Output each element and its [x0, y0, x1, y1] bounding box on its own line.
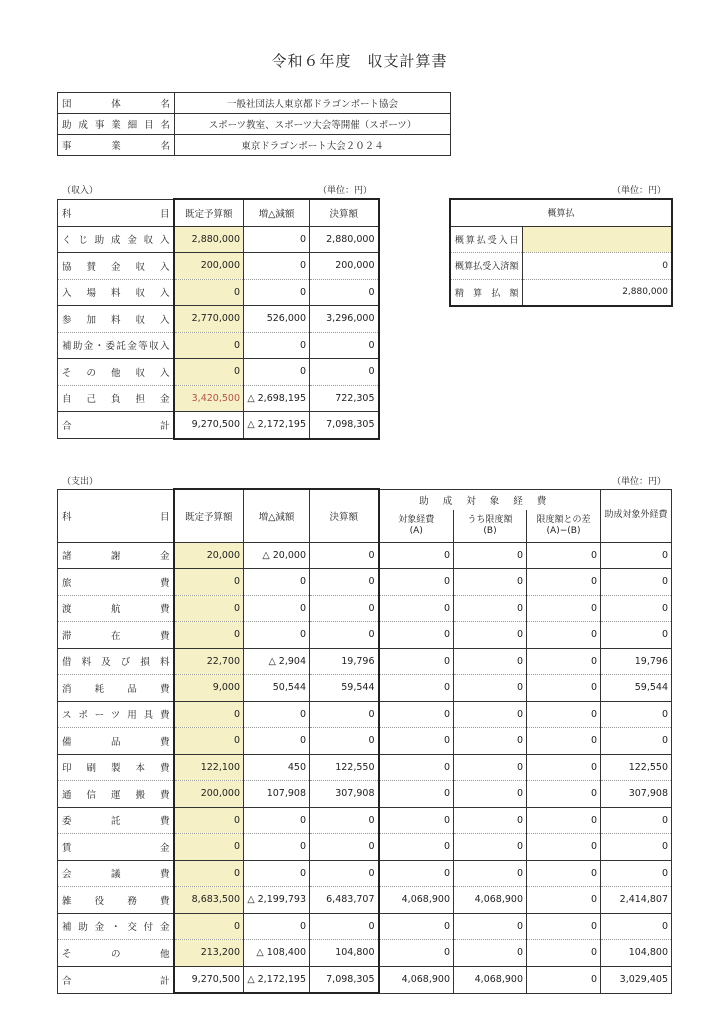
expense-budget: 0 — [174, 728, 244, 755]
expense-limit: 0 — [454, 542, 527, 569]
expense-change: 0 — [244, 913, 310, 940]
gaisan-table — [449, 198, 673, 307]
expense-item-name: 滞在費 — [58, 622, 174, 649]
income-header-row — [58, 199, 379, 226]
expense-diff: 0 — [527, 542, 601, 569]
income-settled: 0 — [310, 332, 379, 359]
info-label: 助成事業細目名 — [58, 114, 175, 135]
income-item-name: 自己負担金 — [58, 385, 174, 412]
expense-target: 0 — [379, 781, 454, 808]
expense-item-name: 旅費 — [58, 569, 174, 596]
income-header-budget: 既定予算額 — [174, 199, 244, 226]
income-header-item: 科目 — [58, 199, 174, 226]
expense-settled: 0 — [310, 701, 379, 728]
expense-budget: 0 — [174, 569, 244, 596]
expense-outside: 0 — [601, 595, 672, 622]
expense-row — [58, 807, 672, 834]
gaisan-header: 概算払 — [450, 199, 672, 226]
expense-change: 50,544 — [244, 675, 310, 702]
expense-row — [58, 569, 672, 596]
expense-row — [58, 781, 672, 808]
gaisan-header-row — [450, 199, 672, 226]
expense-item-name: スポーツ用具費 — [58, 701, 174, 728]
income-table — [57, 198, 380, 440]
income-budget: 2,880,000 — [174, 226, 244, 253]
expense-target: 0 — [379, 569, 454, 596]
income-budget: 0 — [174, 359, 244, 386]
income-change: 0 — [244, 359, 310, 386]
expense-outside: 0 — [601, 701, 672, 728]
income-change: △ 2,698,195 — [244, 385, 310, 412]
expense-item-name: その他 — [58, 940, 174, 967]
info-row — [58, 93, 451, 114]
income-row — [58, 306, 379, 333]
expense-budget: 0 — [174, 807, 244, 834]
expense-item-name: 補助金・交付金 — [58, 913, 174, 940]
expense-limit: 0 — [454, 595, 527, 622]
expense-target: 0 — [379, 542, 454, 569]
target-sub: (A) — [409, 525, 423, 536]
expense-target: 0 — [379, 807, 454, 834]
income-change: 0 — [244, 226, 310, 253]
expense-outside: 307,908 — [601, 781, 672, 808]
expense-unit: （単位：円） — [612, 477, 667, 487]
expense-item-name: 通信運搬費 — [58, 781, 174, 808]
expense-settled: 0 — [310, 569, 379, 596]
expense-outside: 59,544 — [601, 675, 672, 702]
expense-budget: 200,000 — [174, 781, 244, 808]
expense-outside: 0 — [601, 860, 672, 887]
expense-limit: 0 — [454, 675, 527, 702]
expense-limit: 0 — [454, 807, 527, 834]
expense-item-name: 雑役務費 — [58, 887, 174, 914]
income-row — [58, 385, 379, 412]
gaisan-value — [522, 226, 672, 253]
expense-target: 0 — [379, 701, 454, 728]
expense-change: 450 — [244, 754, 310, 781]
expense-header-target — [379, 510, 454, 543]
gaisan-label: 概算払受入日 — [450, 226, 522, 253]
expense-header-group: 助成対象経費 — [379, 489, 601, 510]
income-total-label: 合計 — [58, 412, 174, 439]
expense-row — [58, 622, 672, 649]
expense-budget: 20,000 — [174, 542, 244, 569]
expense-limit: 0 — [454, 860, 527, 887]
income-total-settled: 7,098,305 — [310, 412, 379, 439]
expense-change: 0 — [244, 569, 310, 596]
info-row — [58, 135, 451, 156]
expense-change: 0 — [244, 807, 310, 834]
income-budget: 3,420,500 — [174, 385, 244, 412]
expense-diff: 0 — [527, 913, 601, 940]
income-change: 526,000 — [244, 306, 310, 333]
income-total-budget: 9,270,500 — [174, 412, 244, 439]
expense-settled: 0 — [310, 622, 379, 649]
expense-item-name: 賃金 — [58, 834, 174, 861]
expense-limit: 0 — [454, 622, 527, 649]
expense-item-name: 委託費 — [58, 807, 174, 834]
expense-outside: 0 — [601, 807, 672, 834]
expense-row — [58, 675, 672, 702]
expense-budget: 22,700 — [174, 648, 244, 675]
income-settled: 722,305 — [310, 385, 379, 412]
income-header-settled: 決算額 — [310, 199, 379, 226]
expense-target: 0 — [379, 675, 454, 702]
income-unit: （単位：円） — [318, 186, 373, 196]
limit-label: うち限度額 — [467, 514, 513, 525]
expense-target: 0 — [379, 648, 454, 675]
gaisan-unit: （単位：円） — [612, 186, 667, 196]
income-item-name: くじ助成金収入 — [58, 226, 174, 253]
income-change: 0 — [244, 332, 310, 359]
income-budget: 0 — [174, 332, 244, 359]
expense-limit: 0 — [454, 913, 527, 940]
expense-change: 0 — [244, 728, 310, 755]
expense-budget: 213,200 — [174, 940, 244, 967]
income-total-change: △ 2,172,195 — [244, 412, 310, 439]
expense-outside: 0 — [601, 569, 672, 596]
expense-outside: 0 — [601, 834, 672, 861]
expense-outside: 0 — [601, 542, 672, 569]
expense-diff: 0 — [527, 860, 601, 887]
income-row — [58, 332, 379, 359]
income-settled: 2,880,000 — [310, 226, 379, 253]
expense-item-name: 印刷製本費 — [58, 754, 174, 781]
expense-total-settled: 7,098,305 — [310, 966, 379, 993]
expense-header-settled: 決算額 — [310, 489, 379, 542]
expense-total-diff: 0 — [527, 966, 601, 993]
expense-target: 4,068,900 — [379, 887, 454, 914]
expense-item-name: 諸謝金 — [58, 542, 174, 569]
expense-budget: 0 — [174, 860, 244, 887]
expense-target: 0 — [379, 913, 454, 940]
expense-header-row — [58, 489, 672, 510]
expense-limit: 0 — [454, 940, 527, 967]
expense-row — [58, 648, 672, 675]
expense-change: △ 108,400 — [244, 940, 310, 967]
expense-budget: 0 — [174, 701, 244, 728]
income-section-label: （収入） — [62, 186, 99, 196]
expense-budget: 0 — [174, 834, 244, 861]
expense-budget: 0 — [174, 913, 244, 940]
expense-diff: 0 — [527, 569, 601, 596]
expense-settled: 0 — [310, 542, 379, 569]
expense-budget: 0 — [174, 622, 244, 649]
income-header-change: 増△減額 — [244, 199, 310, 226]
expense-settled: 59,544 — [310, 675, 379, 702]
expense-outside: 2,414,807 — [601, 887, 672, 914]
expense-outside: 19,796 — [601, 648, 672, 675]
expense-settled: 0 — [310, 595, 379, 622]
expense-header-item: 科目 — [58, 489, 174, 542]
expense-change: 0 — [244, 595, 310, 622]
income-budget: 2,770,000 — [174, 306, 244, 333]
expense-change: 0 — [244, 701, 310, 728]
expense-settled: 19,796 — [310, 648, 379, 675]
income-row — [58, 279, 379, 306]
expense-diff: 0 — [527, 781, 601, 808]
expense-row — [58, 595, 672, 622]
expense-diff: 0 — [527, 728, 601, 755]
expense-change: △ 2,199,793 — [244, 887, 310, 914]
expense-change: 0 — [244, 834, 310, 861]
expense-header-change: 増△減額 — [244, 489, 310, 542]
expense-diff: 0 — [527, 807, 601, 834]
expense-settled: 0 — [310, 807, 379, 834]
expense-settled: 0 — [310, 860, 379, 887]
info-table — [57, 92, 451, 156]
info-value: スポーツ教室、スポーツ大会等開催（スポーツ） — [175, 114, 451, 135]
income-settled: 0 — [310, 279, 379, 306]
expense-outside: 0 — [601, 622, 672, 649]
expense-settled: 0 — [310, 834, 379, 861]
income-settled: 200,000 — [310, 253, 379, 280]
income-budget: 0 — [174, 279, 244, 306]
expense-row — [58, 913, 672, 940]
income-item-name: その他収入 — [58, 359, 174, 386]
info-value: 東京ドラゴンボート大会２０２４ — [175, 135, 451, 156]
expense-row — [58, 887, 672, 914]
expense-settled: 104,800 — [310, 940, 379, 967]
expense-diff: 0 — [527, 834, 601, 861]
expense-limit: 0 — [454, 754, 527, 781]
income-settled: 0 — [310, 359, 379, 386]
expense-total-budget: 9,270,500 — [174, 966, 244, 993]
expense-diff: 0 — [527, 754, 601, 781]
expense-target: 0 — [379, 595, 454, 622]
expense-header-limit — [454, 510, 527, 543]
expense-budget: 0 — [174, 595, 244, 622]
info-value: 一般社団法人東京都ドラゴンボート協会 — [175, 93, 451, 114]
expense-item-name: 渡航費 — [58, 595, 174, 622]
income-item-name: 入場料収入 — [58, 279, 174, 306]
gaisan-row — [450, 279, 672, 306]
expense-budget: 8,683,500 — [174, 887, 244, 914]
expense-settled: 0 — [310, 728, 379, 755]
expense-total-row — [58, 966, 672, 993]
page-title: 令和６年度 収支計算書 — [271, 52, 448, 70]
expense-diff: 0 — [527, 701, 601, 728]
expense-change: 107,908 — [244, 781, 310, 808]
expense-row — [58, 940, 672, 967]
income-row — [58, 226, 379, 253]
expense-section-label: （支出） — [62, 477, 99, 487]
expense-row — [58, 754, 672, 781]
expense-diff: 0 — [527, 675, 601, 702]
expense-total-label: 合計 — [58, 966, 174, 993]
expense-change: △ 2,904 — [244, 648, 310, 675]
expense-row — [58, 542, 672, 569]
income-item-name: 協賛金収入 — [58, 253, 174, 280]
expense-total-outside: 3,029,405 — [619, 974, 669, 985]
expense-limit: 0 — [454, 701, 527, 728]
expense-settled: 6,483,707 — [310, 887, 379, 914]
expense-row — [58, 834, 672, 861]
expense-target: 0 — [379, 754, 454, 781]
expense-limit: 0 — [454, 781, 527, 808]
income-budget: 200,000 — [174, 253, 244, 280]
expense-diff: 0 — [527, 622, 601, 649]
info-label: 事業名 — [58, 135, 175, 156]
expense-outside: 0 — [601, 728, 672, 755]
info-label: 団体名 — [58, 93, 175, 114]
expense-diff: 0 — [527, 887, 601, 914]
limit-sub: (B) — [483, 525, 497, 536]
expense-target: 0 — [379, 860, 454, 887]
expense-diff: 0 — [527, 648, 601, 675]
gaisan-value: 2,880,000 — [622, 287, 669, 298]
income-row — [58, 253, 379, 280]
expense-change: △ 20,000 — [244, 542, 310, 569]
expense-settled: 0 — [310, 913, 379, 940]
expense-total-change: △ 2,172,195 — [244, 966, 310, 993]
expense-change: 0 — [244, 860, 310, 887]
expense-limit: 4,068,900 — [454, 887, 527, 914]
expense-row — [58, 860, 672, 887]
target-label: 対象経費 — [398, 514, 435, 525]
expense-diff: 0 — [527, 595, 601, 622]
expense-target: 0 — [379, 728, 454, 755]
expense-table — [57, 488, 672, 994]
expense-target: 0 — [379, 834, 454, 861]
income-row — [58, 359, 379, 386]
expense-target: 0 — [379, 940, 454, 967]
income-item-name: 参加料収入 — [58, 306, 174, 333]
expense-settled: 122,550 — [310, 754, 379, 781]
income-total-row — [58, 412, 379, 439]
expense-item-name: 会議費 — [58, 860, 174, 887]
expense-budget: 122,100 — [174, 754, 244, 781]
expense-target: 0 — [379, 622, 454, 649]
gaisan-row — [450, 253, 672, 280]
expense-limit: 0 — [454, 648, 527, 675]
expense-settled: 307,908 — [310, 781, 379, 808]
income-change: 0 — [244, 253, 310, 280]
diff-label: 限度額との差 — [536, 514, 591, 525]
gaisan-row — [450, 226, 672, 253]
gaisan-value: 0 — [522, 253, 672, 280]
expense-change: 0 — [244, 622, 310, 649]
expense-limit: 0 — [454, 569, 527, 596]
income-change: 0 — [244, 279, 310, 306]
gaisan-label: 精算払額 — [450, 279, 522, 306]
diff-sub: (A)−(B) — [546, 525, 581, 536]
expense-outside: 104,800 — [601, 940, 672, 967]
expense-outside: 122,550 — [601, 754, 672, 781]
expense-row — [58, 728, 672, 755]
expense-total-target: 4,068,900 — [379, 966, 454, 993]
expense-total-limit: 4,068,900 — [454, 966, 527, 993]
info-row — [58, 114, 451, 135]
expense-limit: 0 — [454, 834, 527, 861]
expense-budget: 9,000 — [174, 675, 244, 702]
expense-diff: 0 — [527, 940, 601, 967]
gaisan-label: 概算払受入済額 — [450, 253, 522, 280]
expense-header-budget: 既定予算額 — [174, 489, 244, 542]
expense-row — [58, 701, 672, 728]
expense-outside: 0 — [601, 913, 672, 940]
expense-item-name: 備品費 — [58, 728, 174, 755]
expense-header-diff — [527, 510, 601, 543]
income-item-name: 補助金・委託金等収入 — [58, 332, 174, 359]
income-settled: 3,296,000 — [310, 306, 379, 333]
expense-item-name: 消耗品費 — [58, 675, 174, 702]
expense-header-outside: 助成対象外経費 — [601, 489, 672, 542]
expense-item-name: 借料及び損料 — [58, 648, 174, 675]
expense-limit: 0 — [454, 728, 527, 755]
